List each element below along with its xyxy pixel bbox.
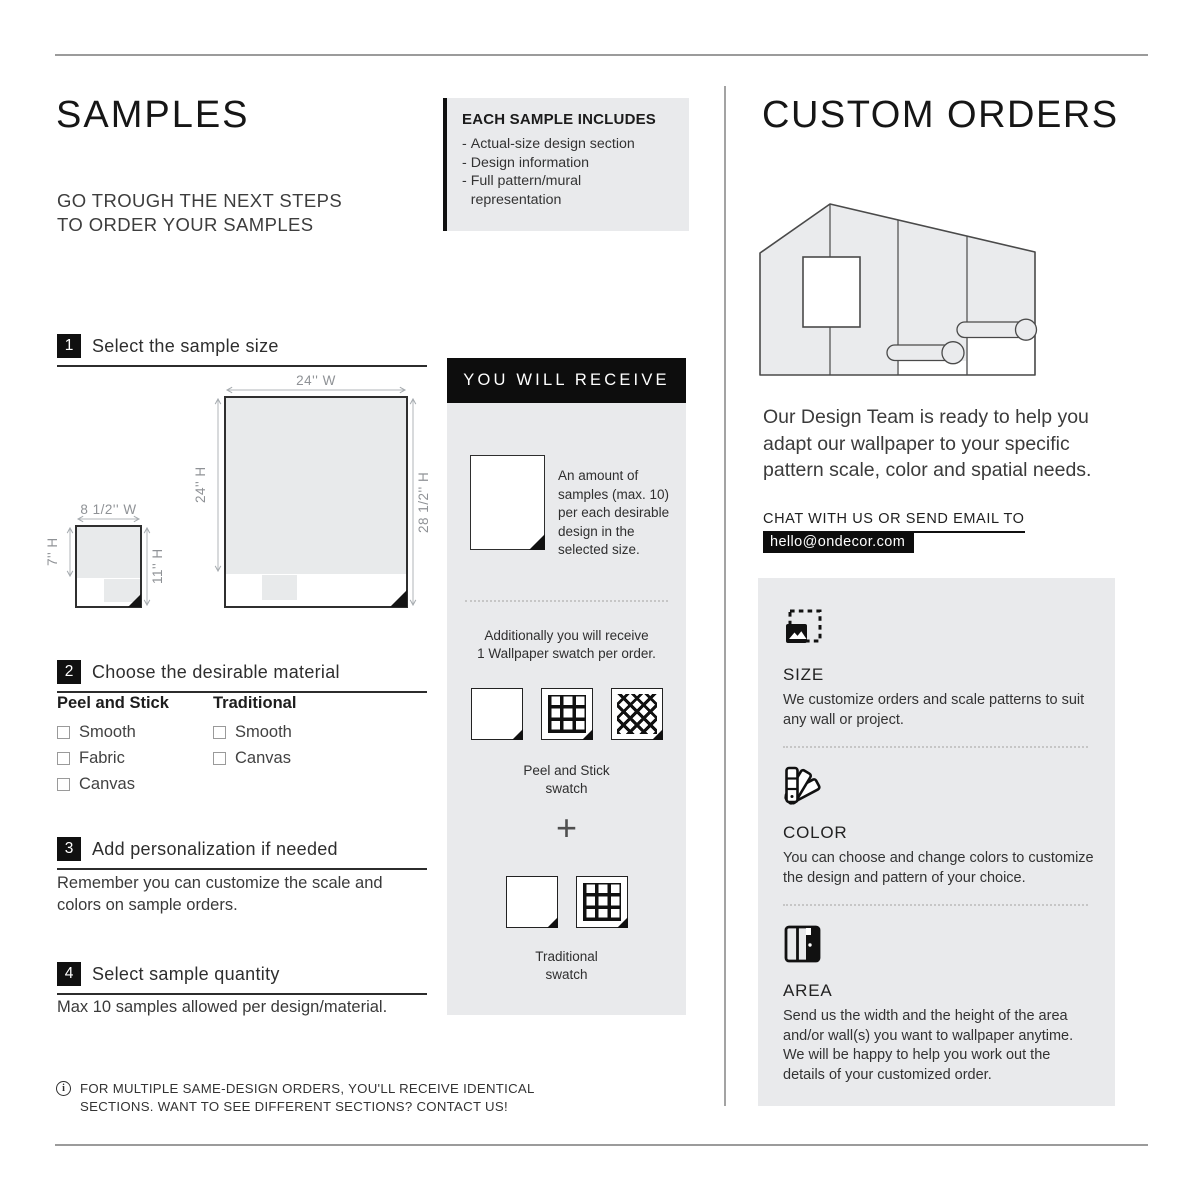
peel-and-stick-swatch-row xyxy=(447,688,686,740)
wall-illustration-svg xyxy=(752,190,1047,385)
large-height-right-dim-label: 28 1/2'' H xyxy=(416,471,431,533)
step-3-number-badge: 3 xyxy=(57,837,81,861)
material-option-fabric xyxy=(57,749,169,768)
feature-area-text: Send us the width and the height of the area and/or wall(s) you want to wallpaper anytime. We will be happy to help you work out the details of your customized order. xyxy=(783,1008,1074,1083)
wallpaper-roll-lower-cap xyxy=(942,342,964,364)
fold-corner-icon xyxy=(547,917,558,928)
step-2-number-badge: 2 xyxy=(57,660,81,684)
area-icon xyxy=(783,924,823,964)
info-icon: i xyxy=(56,1081,71,1096)
blank-swatch-icon xyxy=(506,876,558,928)
traditional-title: Traditional xyxy=(213,694,297,712)
crosshatch-swatch-icon xyxy=(611,688,663,740)
step-3-label: Add personalization if needed xyxy=(92,838,338,859)
material-column-traditional xyxy=(213,694,296,775)
large-sample-inner-square xyxy=(262,575,297,600)
wallpaper-wall-illustration xyxy=(752,190,1047,385)
feature-color-name: COLOR xyxy=(783,823,848,842)
unpapered-area-2 xyxy=(968,337,1034,374)
traditional-swatch-label xyxy=(447,948,686,984)
additional-line1: Additionally you will receive xyxy=(484,628,649,643)
step-3-note: Remember you can customize the scale and colors on sample orders. xyxy=(57,874,383,914)
sample-size-diagram xyxy=(45,372,431,614)
material-option-label: Smooth xyxy=(235,723,292,741)
fold-corner-icon xyxy=(529,534,545,550)
feature-color xyxy=(783,766,1094,888)
checkbox-icon[interactable] xyxy=(213,752,226,765)
includes-item xyxy=(462,135,679,154)
traditional-label-line2: swatch xyxy=(545,967,588,982)
step-4-number-badge: 4 xyxy=(57,962,81,986)
traditional-swatch-row xyxy=(447,876,686,928)
custom-features-panel xyxy=(758,578,1115,1106)
size-icon xyxy=(783,608,823,648)
bottom-divider xyxy=(55,1144,1148,1146)
bullet-dash: - xyxy=(462,136,467,152)
samples-intro xyxy=(57,189,342,237)
includes-item xyxy=(462,172,679,209)
material-option-label: Fabric xyxy=(79,749,125,767)
small-sample-pattern-area xyxy=(77,527,140,578)
feature-color-text: You can choose and change colors to customize the design and pattern of your choice. xyxy=(783,850,1094,886)
small-width-dim-label: 8 1/2'' W xyxy=(80,502,137,517)
email-address[interactable]: hello@ondecor.com xyxy=(763,532,914,553)
material-option-label: Canvas xyxy=(235,749,291,767)
checkbox-icon[interactable] xyxy=(57,726,70,739)
includes-item-text: Design information xyxy=(470,154,590,171)
wallpaper-roll-upper-cap xyxy=(1016,319,1037,340)
fold-corner-icon xyxy=(512,729,523,740)
step-3-heading xyxy=(57,837,427,870)
step-1-number-badge: 1 xyxy=(57,334,81,358)
large-sample-pattern-area xyxy=(226,398,406,574)
feature-area-name: AREA xyxy=(783,981,833,1000)
small-height-right-dim-label: 11'' H xyxy=(150,548,165,585)
additional-line2: 1 Wallpaper swatch per order. xyxy=(477,646,656,661)
feature-area xyxy=(783,924,1091,1085)
step-2-label: Choose the desirable material xyxy=(92,661,340,682)
material-column-peel-and-stick xyxy=(57,694,169,801)
includes-item xyxy=(462,154,679,173)
large-width-dim-label: 24'' W xyxy=(296,373,336,388)
step-1-label: Select the sample size xyxy=(92,335,279,356)
grid-swatch-icon xyxy=(576,876,628,928)
peel-and-stick-swatch-label xyxy=(447,762,686,798)
top-divider xyxy=(55,54,1148,56)
footnote-text xyxy=(80,1080,535,1115)
fold-corner-icon xyxy=(652,729,663,740)
traditional-label-line1: Traditional xyxy=(535,949,598,964)
material-option-smooth xyxy=(57,723,169,742)
sample-sheet-icon xyxy=(470,455,545,550)
column-divider xyxy=(724,86,726,1106)
window xyxy=(803,257,860,327)
sample-size-diagram-svg xyxy=(55,372,427,614)
grid-pattern xyxy=(548,695,586,733)
peel-label-line1: Peel and Stick xyxy=(523,763,610,778)
fold-corner-icon xyxy=(582,729,593,740)
material-option-smooth-traditional xyxy=(213,723,296,742)
step-2-heading xyxy=(57,660,427,693)
dotted-separator xyxy=(783,904,1088,906)
samples-intro-line2: TO ORDER YOUR SAMPLES xyxy=(57,214,314,235)
you-will-receive-header: YOU WILL RECEIVE xyxy=(447,358,686,403)
includes-item-text: Full pattern/mural representation xyxy=(470,173,582,208)
receive-description: An amount of samples (max. 10) per each desirable design in the selected size. xyxy=(558,468,670,557)
footnote-line2: SECTIONS. WANT TO SEE DIFFERENT SECTIONS? CONTACT US! xyxy=(80,1098,508,1114)
checkbox-icon[interactable] xyxy=(57,752,70,765)
fold-corner-icon xyxy=(617,917,628,928)
material-option-label: Canvas xyxy=(79,775,135,793)
plus-icon: + xyxy=(555,807,578,848)
material-option-canvas-traditional xyxy=(213,749,296,768)
grid-pattern xyxy=(583,883,621,921)
peel-label-line2: swatch xyxy=(545,781,588,796)
material-option-label: Smooth xyxy=(79,723,136,741)
dotted-separator xyxy=(783,746,1088,748)
feature-size xyxy=(783,608,1091,730)
custom-orders-intro: Our Design Team is ready to help you adapt our wallpaper to your specific pattern scale, color and spatial needs. xyxy=(763,406,1092,481)
step-4-heading xyxy=(57,962,427,995)
includes-item-text: Actual-size design section xyxy=(470,136,635,152)
bullet-dash: - xyxy=(462,154,467,171)
large-height-left-dim-label: 24'' H xyxy=(193,466,208,504)
you-will-receive-panel xyxy=(447,403,686,1015)
step-4-label: Select sample quantity xyxy=(92,963,280,984)
small-height-left-dim-label: 7'' H xyxy=(45,537,60,567)
checkbox-icon[interactable] xyxy=(213,726,226,739)
small-sample-inner-square xyxy=(104,579,140,602)
blank-swatch-icon xyxy=(471,688,523,740)
material-option-canvas xyxy=(57,775,169,794)
footnote xyxy=(56,1080,535,1115)
footnote-line1: FOR MULTIPLE SAME-DESIGN ORDERS, YOU'LL RECEIVE IDENTICAL xyxy=(80,1081,535,1096)
includes-title: EACH SAMPLE INCLUDES xyxy=(462,111,657,128)
peel-and-stick-title: Peel and Stick xyxy=(57,694,169,712)
dotted-separator xyxy=(465,600,668,602)
checkbox-icon[interactable] xyxy=(57,778,70,791)
color-icon xyxy=(783,766,827,806)
bullet-dash: - xyxy=(462,173,467,189)
samples-title: SAMPLES xyxy=(56,94,250,136)
additional-text xyxy=(459,627,674,663)
step-1-heading xyxy=(57,334,427,367)
crosshatch-pattern xyxy=(617,694,657,734)
custom-orders-title: CUSTOM ORDERS xyxy=(762,94,1119,136)
grid-swatch-icon xyxy=(541,688,593,740)
chat-with-us-label: CHAT WITH US OR SEND EMAIL TO xyxy=(763,511,1025,533)
each-sample-includes-box xyxy=(443,98,689,231)
step-4-note: Max 10 samples allowed per design/material. xyxy=(57,998,388,1016)
feature-size-name: SIZE xyxy=(783,665,824,684)
feature-size-text: We customize orders and scale patterns to suit any wall or project. xyxy=(783,692,1085,728)
samples-intro-line1: GO TROUGH THE NEXT STEPS xyxy=(57,190,343,211)
